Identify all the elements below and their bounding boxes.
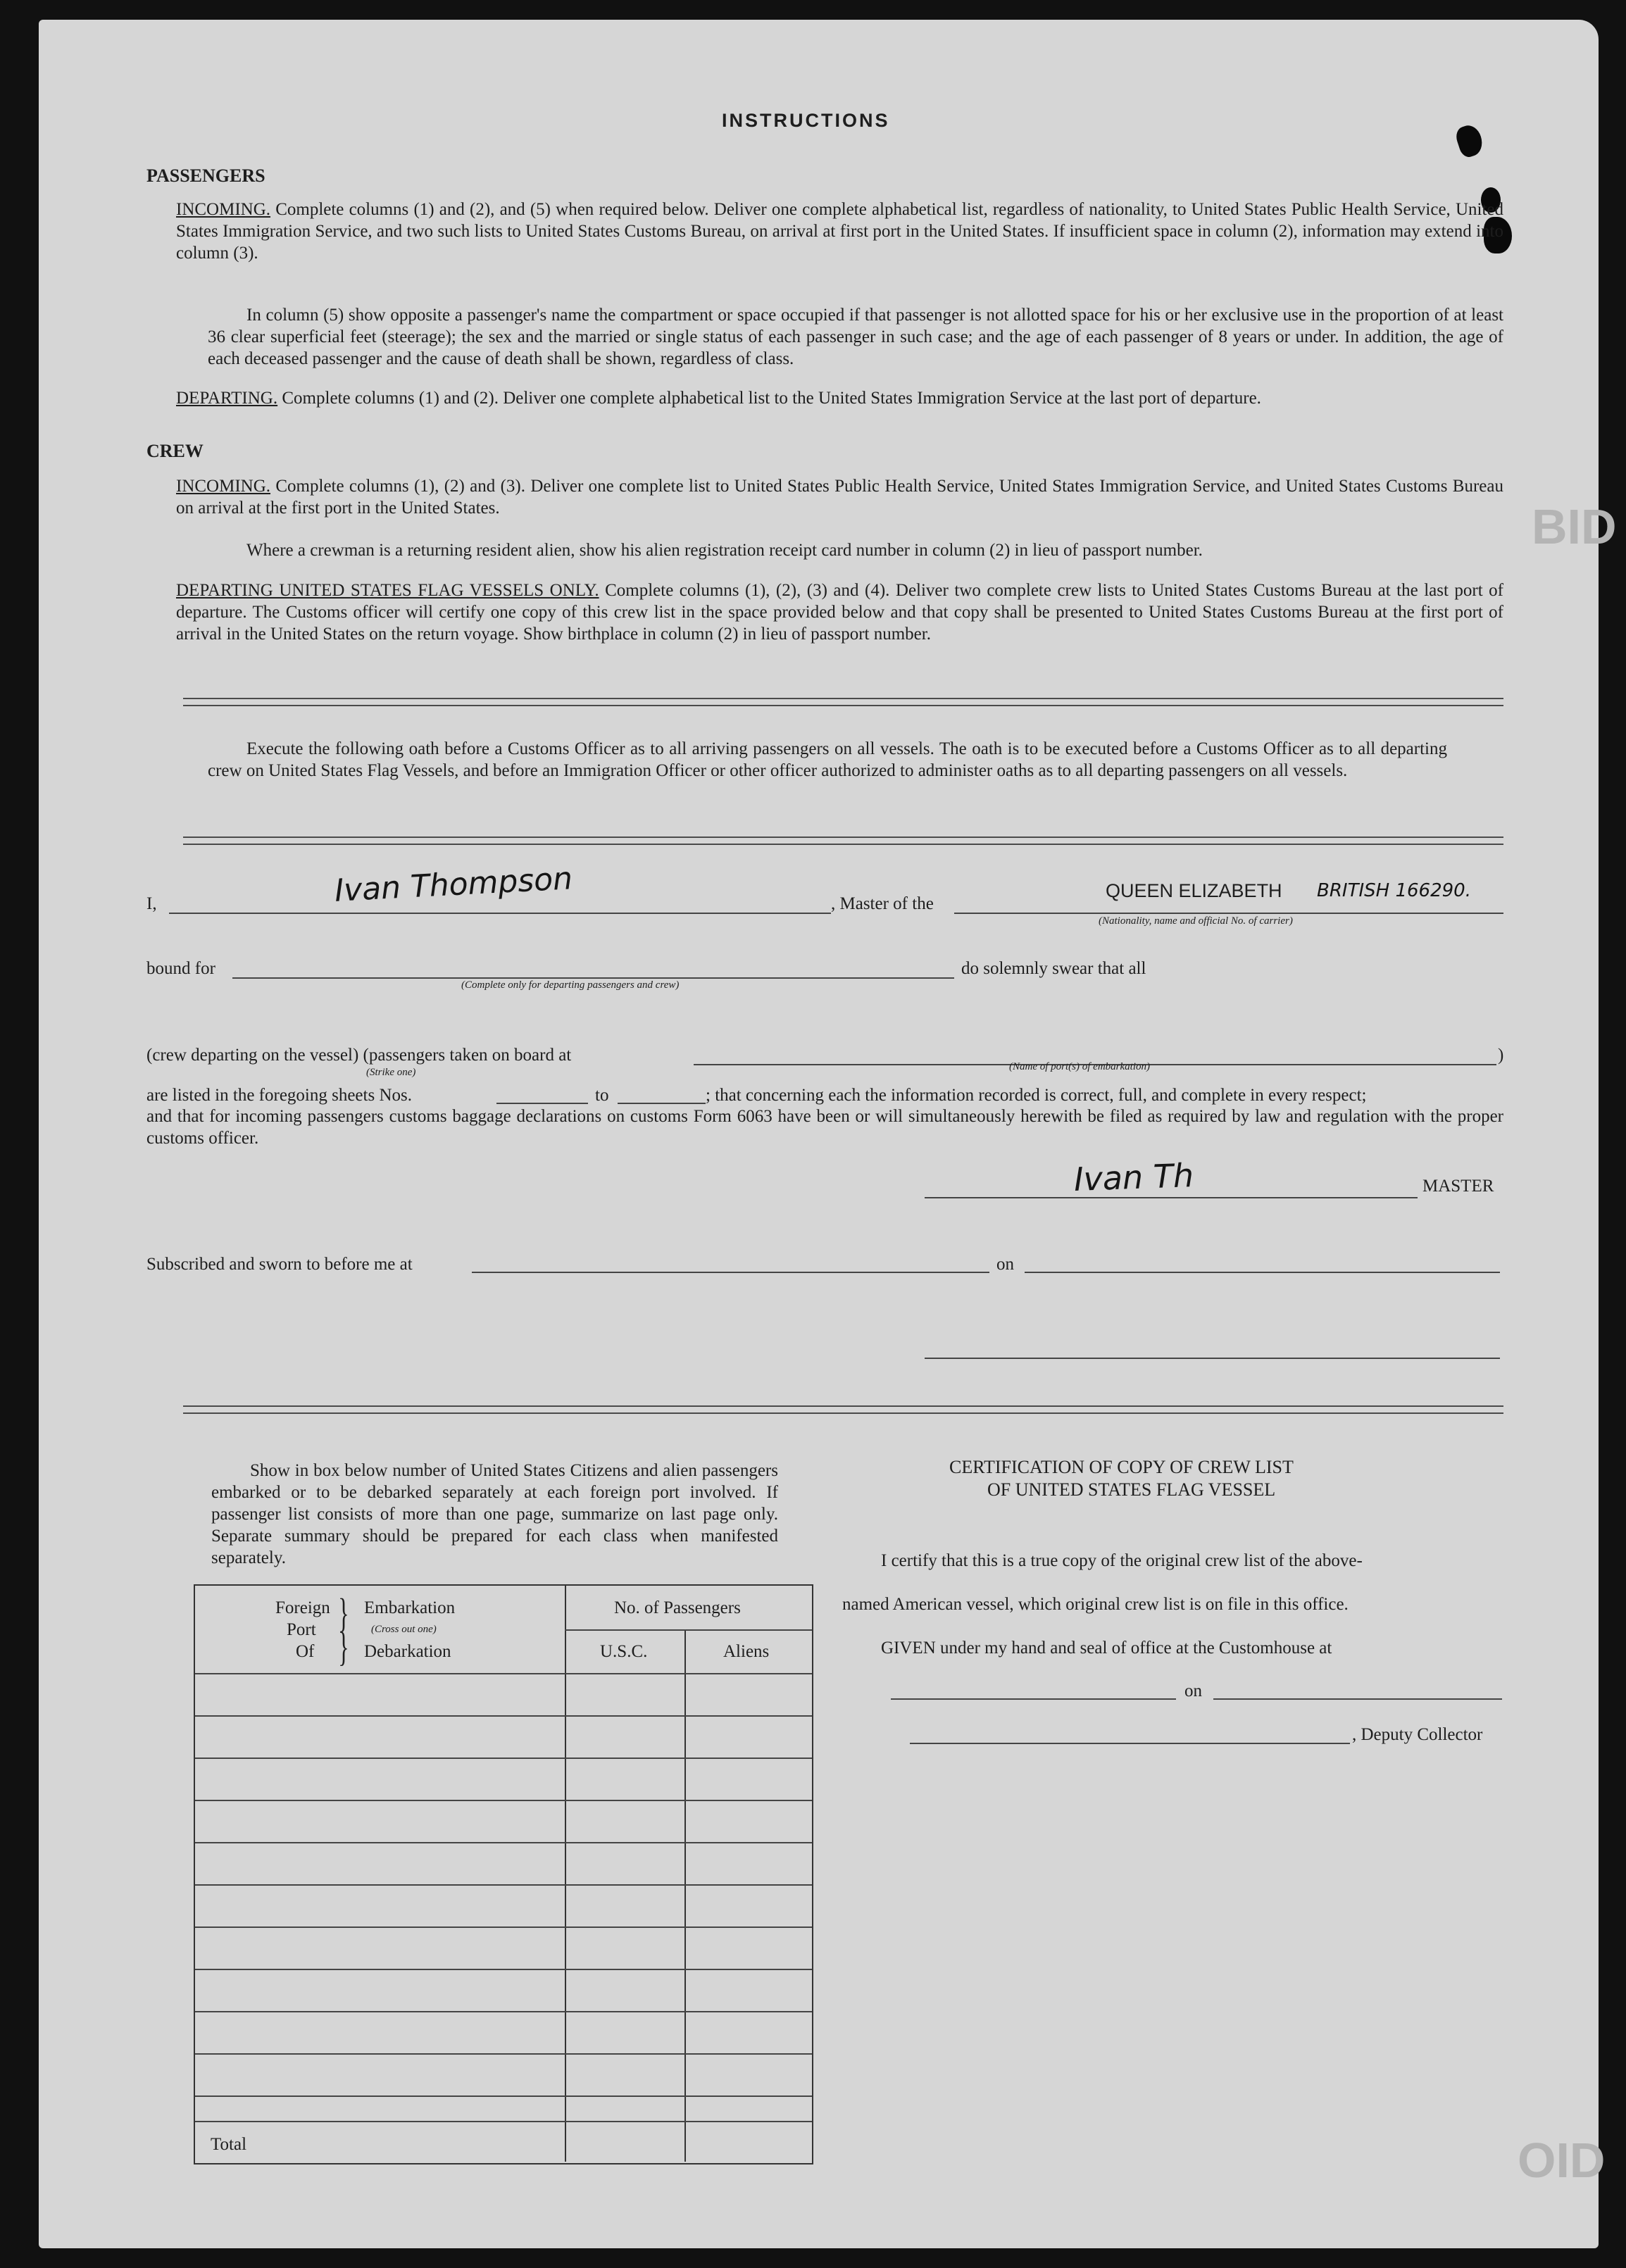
carrier-caption: (Nationality, name and official No. of carrier) bbox=[1099, 915, 1293, 927]
of-label: Of bbox=[296, 1642, 315, 1661]
master-name-field[interactable] bbox=[169, 913, 831, 914]
cross-out-caption: (Cross out one) bbox=[371, 1624, 437, 1635]
oath-intro: Execute the following oath before a Customs Officer as to all arriving passengers on all vessels. The oath is to be executed before a Customs Officer as to all departing crew on United States Flag Vessels, and before an Immigration Officer or other officer authorized to administer oaths as to all departing passengers on all vessels. bbox=[208, 739, 1447, 780]
swear-label: do solemnly swear that all bbox=[961, 959, 1146, 978]
sworn-date-field[interactable] bbox=[1025, 1272, 1500, 1273]
table-row bbox=[195, 1842, 812, 1843]
master-signature-2: Ivan Th bbox=[1073, 1156, 1194, 1198]
page-title: INSTRUCTIONS bbox=[722, 110, 890, 131]
passengers-departing-text: Complete columns (1) and (2). Deliver one complete alphabetical list to the United States Immigration Service at the last port of departure. bbox=[282, 389, 1261, 408]
table-header-bottom bbox=[195, 1673, 812, 1674]
certification-line2: named American vessel, which original crew list is on file in this office. bbox=[842, 1595, 1349, 1614]
deputy-collector-label: , Deputy Collector bbox=[1352, 1725, 1483, 1744]
summary-instructions: Show in box below number of United States Citizens and alien passengers embarked or to be debarked separately at each foreign port involved. If passenger list consists of more than one page, summarize on last page only. Separate summary should be prepared for each class when manifested separately. bbox=[211, 1461, 778, 1567]
passengers-incoming-paragraph bbox=[176, 199, 1503, 264]
usc-label: U.S.C. bbox=[600, 1642, 648, 1661]
oath-continuation: and that for incoming passengers customs baggage declarations on customs Form 6063 have been or will simultaneously herewith be filed as required by law and regulation with the proper customs officer. bbox=[146, 1107, 1503, 1148]
master-of-label: , Master of the bbox=[831, 894, 934, 913]
crew-departing-text: Complete columns (1), (2), (3) and (4). Deliver two complete crew lists to United States Customs Bureau at the last port of departure. The Customs officer will certify one copy of this crew list in the space provided below and that copy shall be presented to United States Customs Bureau at the first port of arrival in the United States on the return voyage. Show birthplace in column (2) in lieu of passport number. bbox=[176, 581, 1503, 644]
aliens-label: Aliens bbox=[723, 1642, 770, 1661]
port-label: Port bbox=[287, 1620, 316, 1639]
divider bbox=[183, 1412, 1503, 1414]
total-label: Total bbox=[211, 2135, 247, 2154]
bound-for-label: bound for bbox=[146, 959, 215, 978]
table-row bbox=[195, 1884, 812, 1886]
table-header-divider bbox=[565, 1629, 812, 1631]
passengers-departing-label: DEPARTING. bbox=[176, 389, 278, 408]
table-row bbox=[195, 1800, 812, 1801]
carrier-field[interactable] bbox=[954, 913, 1503, 914]
carrier-name-printed: QUEEN ELIZABETH bbox=[1106, 880, 1282, 901]
divider bbox=[183, 698, 1503, 699]
sheets-label: are listed in the foregoing sheets Nos. bbox=[146, 1086, 412, 1105]
passengers-departing-paragraph bbox=[176, 387, 1503, 409]
sheet-from-field[interactable] bbox=[496, 1103, 588, 1104]
sheet-to-field[interactable] bbox=[618, 1103, 706, 1104]
close-paren: ) bbox=[1498, 1046, 1504, 1065]
deputy-collector-signature-field[interactable] bbox=[910, 1743, 1350, 1744]
passengers-incoming-text: Complete columns (1) and (2), and (5) when required below. Deliver one complete alphabetical list, regardless of nationality, to United States Public Health Service, United States Immigration Service, and two such lists to United States Customs Bureau, on arrival at first port in the United States. If insufficient space in column (2), information may extend into column (3). bbox=[176, 200, 1504, 263]
document-page bbox=[39, 20, 1617, 2248]
divider bbox=[183, 837, 1503, 838]
table-row bbox=[195, 1969, 812, 1970]
bleed-through-stamp: OID bbox=[1518, 2133, 1606, 2188]
table-column-divider bbox=[565, 1586, 566, 2162]
debarkation-label: Debarkation bbox=[364, 1642, 451, 1661]
certification-line1: I certify that this is a true copy of the original crew list of the above- bbox=[881, 1551, 1363, 1570]
sworn-on-label: on bbox=[996, 1255, 1014, 1274]
passengers-heading: PASSENGERS bbox=[146, 165, 265, 186]
sworn-place-field[interactable] bbox=[472, 1272, 989, 1273]
strike-one-caption: (Strike one) bbox=[366, 1067, 416, 1078]
table-row bbox=[195, 2095, 812, 2097]
master-signature-line[interactable] bbox=[925, 1197, 1418, 1198]
crew-departing-line-label: (crew departing on the vessel) (passengers taken on board at bbox=[146, 1046, 572, 1065]
crew-incoming-label: INCOMING. bbox=[176, 477, 271, 496]
certify-text: ; that concerning each the information recorded is correct, full, and complete in every respect; bbox=[706, 1086, 1367, 1105]
passengers-column5-paragraph: In column (5) show opposite a passenger's name the compartment or space occupied if that passenger is not allotted space for his or her exclusive use in the proportion of at least 36 clear superficial feet (steerage); the sex and the married or single status of each passenger in such case; and the age of each passenger of 8 years or under. In addition, the age of each deceased passenger and the cause of death shall be shown, regardless of class. bbox=[208, 306, 1503, 368]
divider bbox=[183, 705, 1503, 706]
master-label: MASTER bbox=[1422, 1177, 1494, 1196]
table-row bbox=[195, 2011, 812, 2012]
divider bbox=[183, 1405, 1503, 1407]
crew-departing-paragraph bbox=[176, 579, 1503, 645]
brace-symbol: } bbox=[338, 1624, 349, 1669]
certification-on-label: on bbox=[1184, 1681, 1202, 1700]
passenger-summary-table bbox=[194, 1584, 813, 2164]
certification-line3: GIVEN under my hand and seal of office at the Customhouse at bbox=[881, 1639, 1332, 1658]
oath-i-label: I, bbox=[146, 894, 157, 913]
customhouse-field[interactable] bbox=[891, 1698, 1176, 1700]
foreign-label: Foreign bbox=[275, 1598, 330, 1617]
table-row bbox=[195, 1758, 812, 1759]
divider bbox=[183, 844, 1503, 845]
officer-signature-line[interactable] bbox=[925, 1358, 1500, 1359]
bleed-through-stamp: BID bbox=[1532, 499, 1617, 554]
brace-symbol: } bbox=[338, 1590, 349, 1636]
subscribed-label: Subscribed and sworn to before me at bbox=[146, 1255, 413, 1274]
embarkation-label: Embarkation bbox=[364, 1598, 456, 1617]
crew-incoming-text: Complete columns (1), (2) and (3). Deliver one complete list to United States Public Health Service, United States Immigration Service, and United States Customs Bureau on arrival at the first port in the United States. bbox=[176, 477, 1503, 518]
bound-for-caption: (Complete only for departing passengers and crew) bbox=[461, 979, 680, 991]
table-row bbox=[195, 1926, 812, 1928]
ink-blot bbox=[1453, 123, 1486, 159]
crew-incoming-paragraph bbox=[176, 475, 1503, 519]
bound-for-field[interactable] bbox=[232, 977, 954, 979]
certification-title-line1: CERTIFICATION OF COPY OF CREW LIST bbox=[949, 1457, 1294, 1477]
certification-date-field[interactable] bbox=[1213, 1698, 1502, 1700]
port-caption: (Name of port(s) of embarkation) bbox=[1009, 1061, 1150, 1072]
master-signature: Ivan Thompson bbox=[333, 860, 574, 909]
crew-resident-paragraph: Where a crewman is a returning resident alien, show his alien registration receipt card number in column (2) in lieu of passport number. bbox=[246, 541, 1203, 560]
crew-heading: CREW bbox=[146, 441, 204, 461]
table-row bbox=[195, 2053, 812, 2055]
table-column-divider bbox=[684, 1629, 686, 2162]
carrier-nationality-number: BRITISH 166290. bbox=[1317, 880, 1471, 901]
passengers-incoming-label: INCOMING. bbox=[176, 200, 271, 219]
to-label: to bbox=[595, 1086, 609, 1105]
crew-departing-label: DEPARTING UNITED STATES FLAG VESSELS ONLY. bbox=[176, 581, 599, 600]
table-row bbox=[195, 1715, 812, 1717]
certification-title-line2: OF UNITED STATES FLAG VESSEL bbox=[987, 1479, 1276, 1500]
no-of-passengers-label: No. of Passengers bbox=[614, 1598, 741, 1617]
table-row bbox=[195, 2121, 812, 2122]
